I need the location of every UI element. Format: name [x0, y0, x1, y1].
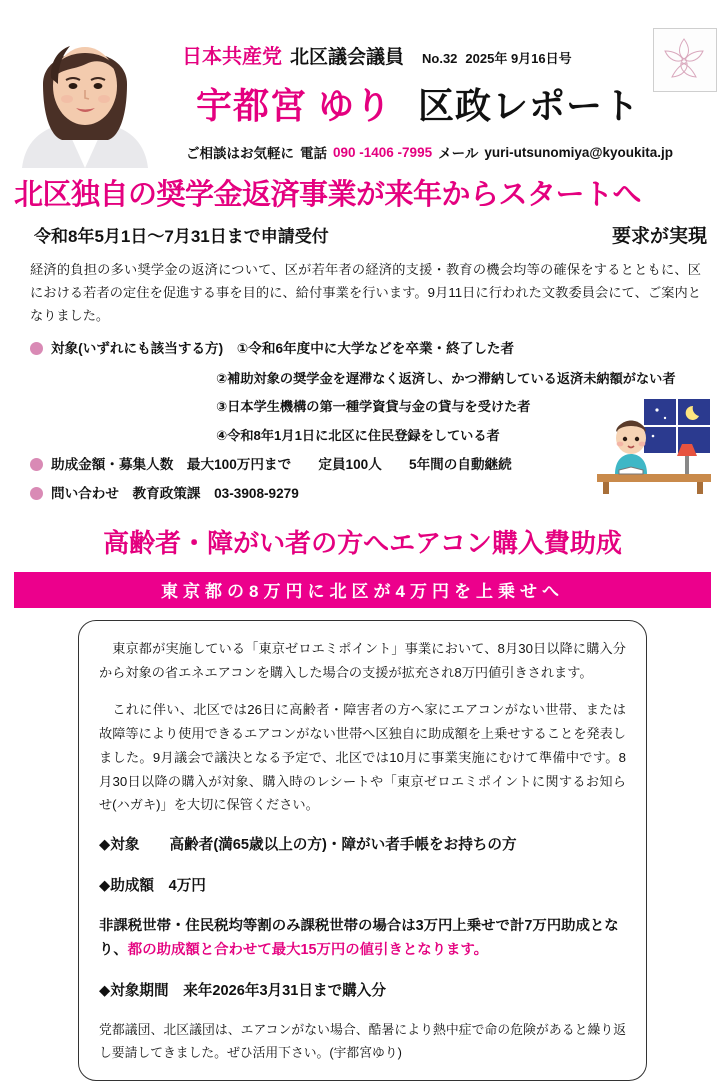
section1-subtitle: 令和8年5月1日〜7月31日まで申請受付 — [34, 227, 329, 246]
section1-demand-badge: 要求が実現 — [611, 226, 707, 247]
contact-info — [186, 142, 673, 162]
tel-label: 電話 — [300, 146, 327, 161]
sakura-stamp-icon — [653, 28, 717, 92]
target-label: ◆対象 — [99, 837, 140, 854]
tel-number: 090 -1406 -7995 — [333, 144, 433, 160]
section2-paragraph-2: これに伴い、北区では26日に高齢者・障害者の方へ家にエアコンがない世帯、または故障等により使用できるエアコンがない世帯へ区独自に助成額を上乗せすることを発表しました。9月議会で議決となる予定で、北区では10月に事業実施にむけて準備中です。8月30日以降の購入が対象、購入時のレシートや「東京ゼロエミポイントに関するお知らせ(ハガキ)」を大切に保管ください。 — [99, 702, 626, 813]
header — [0, 0, 725, 168]
section2-period-row: ◆対象期間 来年2026年3月31日まで購入分 — [99, 982, 386, 999]
bullet-dot-icon — [30, 487, 43, 500]
avatar — [10, 18, 160, 168]
bullet-label: 助成金額・募集人数 最大100万円まで 定員100人 5年間の自動継続 — [51, 457, 512, 473]
section2-note — [99, 914, 626, 963]
page-title: 区政レポート — [418, 85, 641, 126]
mail-address: yuri-utsunomiya@kyoukita.jp — [484, 144, 674, 160]
party-name: 日本共産党 — [182, 46, 282, 68]
section1-body: 経済的負担の多い奨学金の返済について、区が若年者の経済的支援・教育の機会均等の確保をするとともに、区における若者の定住を促進する事を目的に、給付事業を行います。9月11日に行われた文教委員会にて、ご案内となりました。 — [30, 262, 701, 324]
list-item: ③日本学生機構の第一種学資貸与金の貸与を受けた者 — [216, 399, 531, 415]
contact-prefix: ご相談はお気軽に — [186, 146, 294, 161]
bullet-label: 対象(いずれにも該当する方) ①令和6年度中に大学などを卒業・終了した者 — [51, 341, 515, 357]
bullet-label: 問い合わせ 教育政策課 03-3908-9279 — [51, 486, 299, 502]
section2-banner: 東京都の8万円に北区が4万円を上乗せへ — [14, 572, 711, 608]
list-item: ④令和8年1月1日に北区に住民登録をしている者 — [216, 428, 500, 444]
bullet-dot-icon — [30, 342, 43, 355]
bullet-dot-icon — [30, 458, 43, 471]
masthead-line — [182, 40, 572, 69]
scholarship-section — [0, 172, 725, 505]
council-title: 北区議会議員 — [290, 47, 405, 68]
mail-label: メール — [438, 146, 479, 161]
list-item: ②補助対象の奨学金を遅滞なく返済し、かつ滞納している返済未納額がない者 — [216, 370, 676, 386]
section2-paragraph-1: 東京都が実施している「東京ゼロエミポイント」事業において、8月30日以降に購入分から対象の省エネエアコンを購入した場合の支援が拡充され8万円値引きされます。 — [99, 640, 626, 680]
section2-title: 高齢者・障がい者の方へエアコン購入費助成 — [103, 527, 622, 558]
target-value: 高齢者(満65歳以上の方)・障がい者手帳をお持ちの方 — [169, 837, 517, 854]
title-line — [196, 78, 640, 129]
member-name: 宇都宮 ゆり — [196, 85, 393, 126]
section1-title: 北区独自の奨学金返済事業が来年からスタートへ — [14, 179, 642, 211]
list-item — [30, 339, 725, 359]
studying-child-illustration — [597, 398, 711, 494]
note-plain: 非課税世帯・住民税均等割のみ課税世帯の場合は3万円上乗せで計7万円助成となり、 — [99, 917, 619, 959]
note-highlight: 都の助成額と合わせて最大15万円の値引きとなります。 — [127, 942, 489, 959]
issue-number: No.32 — [422, 51, 458, 66]
section1-subrow — [34, 221, 707, 248]
section2-target-row — [99, 834, 626, 857]
issue-date: 2025年 9月16日号 — [465, 51, 572, 66]
section2-content-box — [78, 620, 647, 1081]
aircon-subsidy-section — [0, 523, 725, 1081]
section2-amount-row: ◆助成額 4万円 — [99, 877, 206, 894]
section2-closing: 党都議団、北区議団は、エアコンがない場合、酷暑により熱中症で命の危険があると繰り返し要請してきました。ぜひ活用下さい。(宇都宮ゆり) — [99, 1022, 626, 1060]
